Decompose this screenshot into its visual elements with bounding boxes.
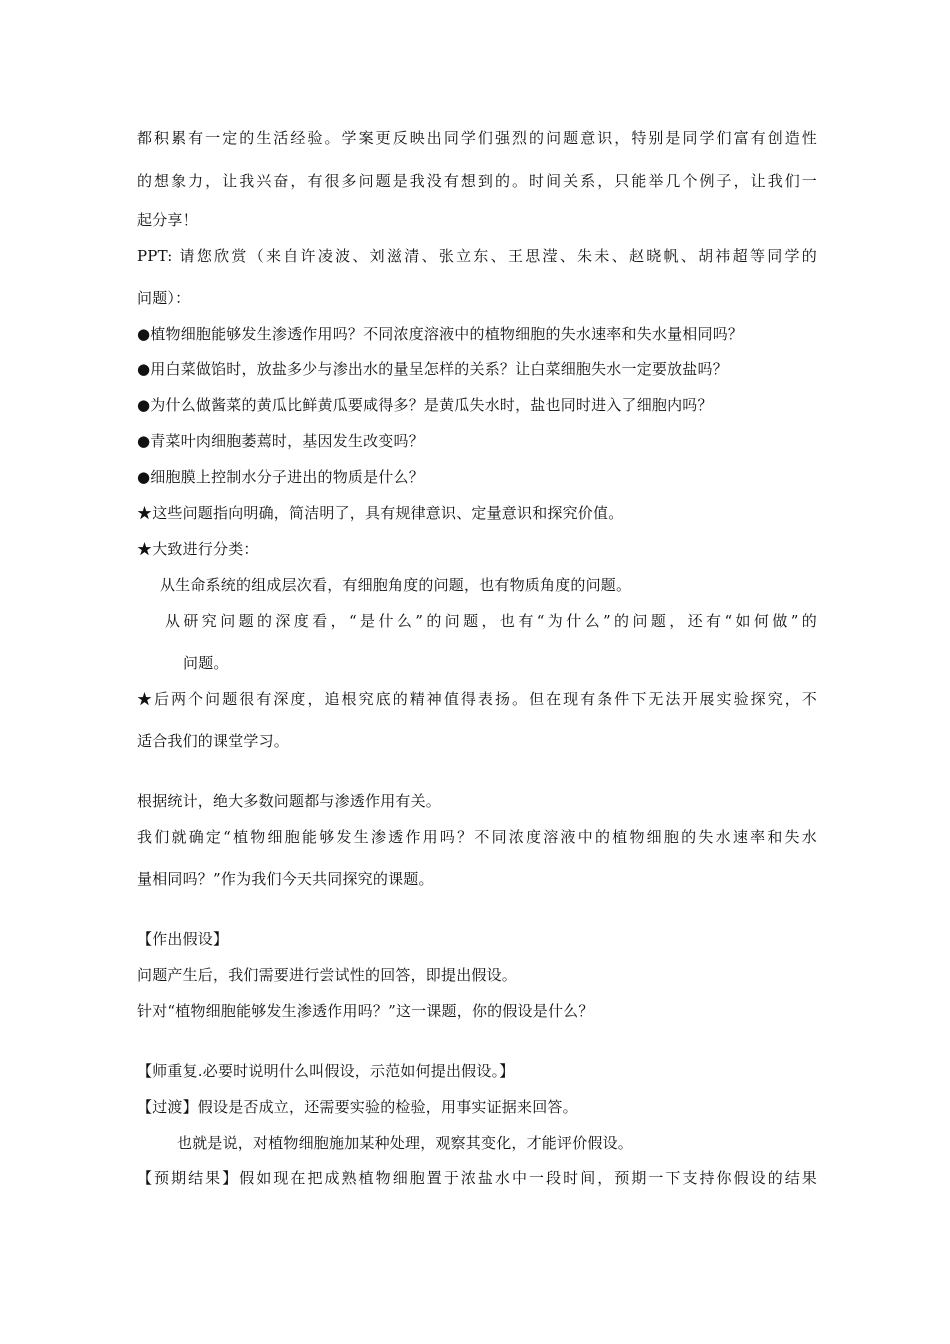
question-item-5: ●细胞膜上控制水分子进出的物质是什么？ bbox=[137, 468, 424, 486]
ppt-line-2: 问题）： bbox=[137, 289, 191, 307]
transition-continuation: 也就是说，对植物细胞施加某种处理，观察其变化，才能评价假设。 bbox=[177, 1134, 634, 1152]
comment-star-1: ★这些问题指向明确，简洁明了，具有规律意识、定量意识和探究价值。 bbox=[137, 504, 624, 522]
intro-line-1: 都积累有一定的生活经验。学案更反映出同学们强烈的问题意识，特别是同学们富有创造性 bbox=[137, 129, 817, 147]
question-item-1: ●植物细胞能够发生渗透作用吗？不同浓度溶液中的植物细胞的失水速率和失水量相同吗？ bbox=[137, 325, 744, 343]
question-item-4: ●青菜叶肉细胞萎蔫时，基因发生改变吗？ bbox=[137, 432, 424, 450]
topic-line-1: 我们就确定“植物细胞能够发生渗透作用吗？不同浓度溶液中的植物细胞的失水速率和失水 bbox=[137, 828, 817, 846]
classification-2-line-2: 问题。 bbox=[183, 654, 229, 672]
expected-result-line: 【预期结果】假如现在把成熟植物细胞置于浓盐水中一段时间，预期一下支持你假设的结果 bbox=[137, 1169, 817, 1187]
topic-line-2: 量相同吗？”作为我们今天共同探究的课题。 bbox=[137, 870, 434, 888]
comment-star-3-line-1: ★后两个问题很有深度，追根究底的精神值得表扬。但在现有条件下无法开展实验探究，不 bbox=[137, 690, 817, 708]
hypothesis-line-2: 针对“植物细胞能够发生渗透作用吗？”这一课题，你的假设是什么？ bbox=[137, 1002, 594, 1020]
question-item-2: ●用白菜做馅时，放盐多少与渗出水的量呈怎样的关系？让白菜细胞失水一定要放盐吗？ bbox=[137, 360, 728, 378]
question-item-3: ●为什么做酱菜的黄瓜比鲜黄瓜要咸得多？是黄瓜失水时，盐也同时进入了细胞内吗？ bbox=[137, 396, 713, 414]
classification-1: 从生命系统的组成层次看，有细胞角度的问题，也有物质角度的问题。 bbox=[160, 576, 632, 594]
hypothesis-heading: 【作出假设】 bbox=[137, 930, 229, 948]
hypothesis-line-1: 问题产生后，我们需要进行尝试性的回答，即提出假设。 bbox=[137, 966, 518, 984]
classification-2-line-1: 从研究问题的深度看，“是什么”的问题，也有“为什么”的问题，还有“如何做”的 bbox=[165, 612, 817, 630]
teacher-repeat-note: 【师重复.必要时说明什么叫假设，示范如何提出假设。】 bbox=[137, 1062, 515, 1080]
comment-star-3-line-2: 适合我们的课堂学习。 bbox=[137, 732, 290, 750]
intro-line-3: 起分享！ bbox=[137, 211, 198, 229]
ppt-line-1: PPT: 请您欣赏（来自许凌波、刘滋清、张立东、王思滢、朱未、赵晓帆、胡祎超等同学的 bbox=[137, 247, 817, 265]
intro-line-2: 的想象力，让我兴奋，有很多问题是我没有想到的。时间关系，只能举几个例子，让我们一 bbox=[137, 172, 817, 190]
comment-star-2: ★大致进行分类： bbox=[137, 540, 259, 558]
topic-statistics: 根据统计，绝大多数问题都与渗透作用有关。 bbox=[137, 792, 442, 810]
transition-line: 【过渡】假设是否成立，还需要实验的检验，用事实证据来回答。 bbox=[137, 1098, 578, 1116]
